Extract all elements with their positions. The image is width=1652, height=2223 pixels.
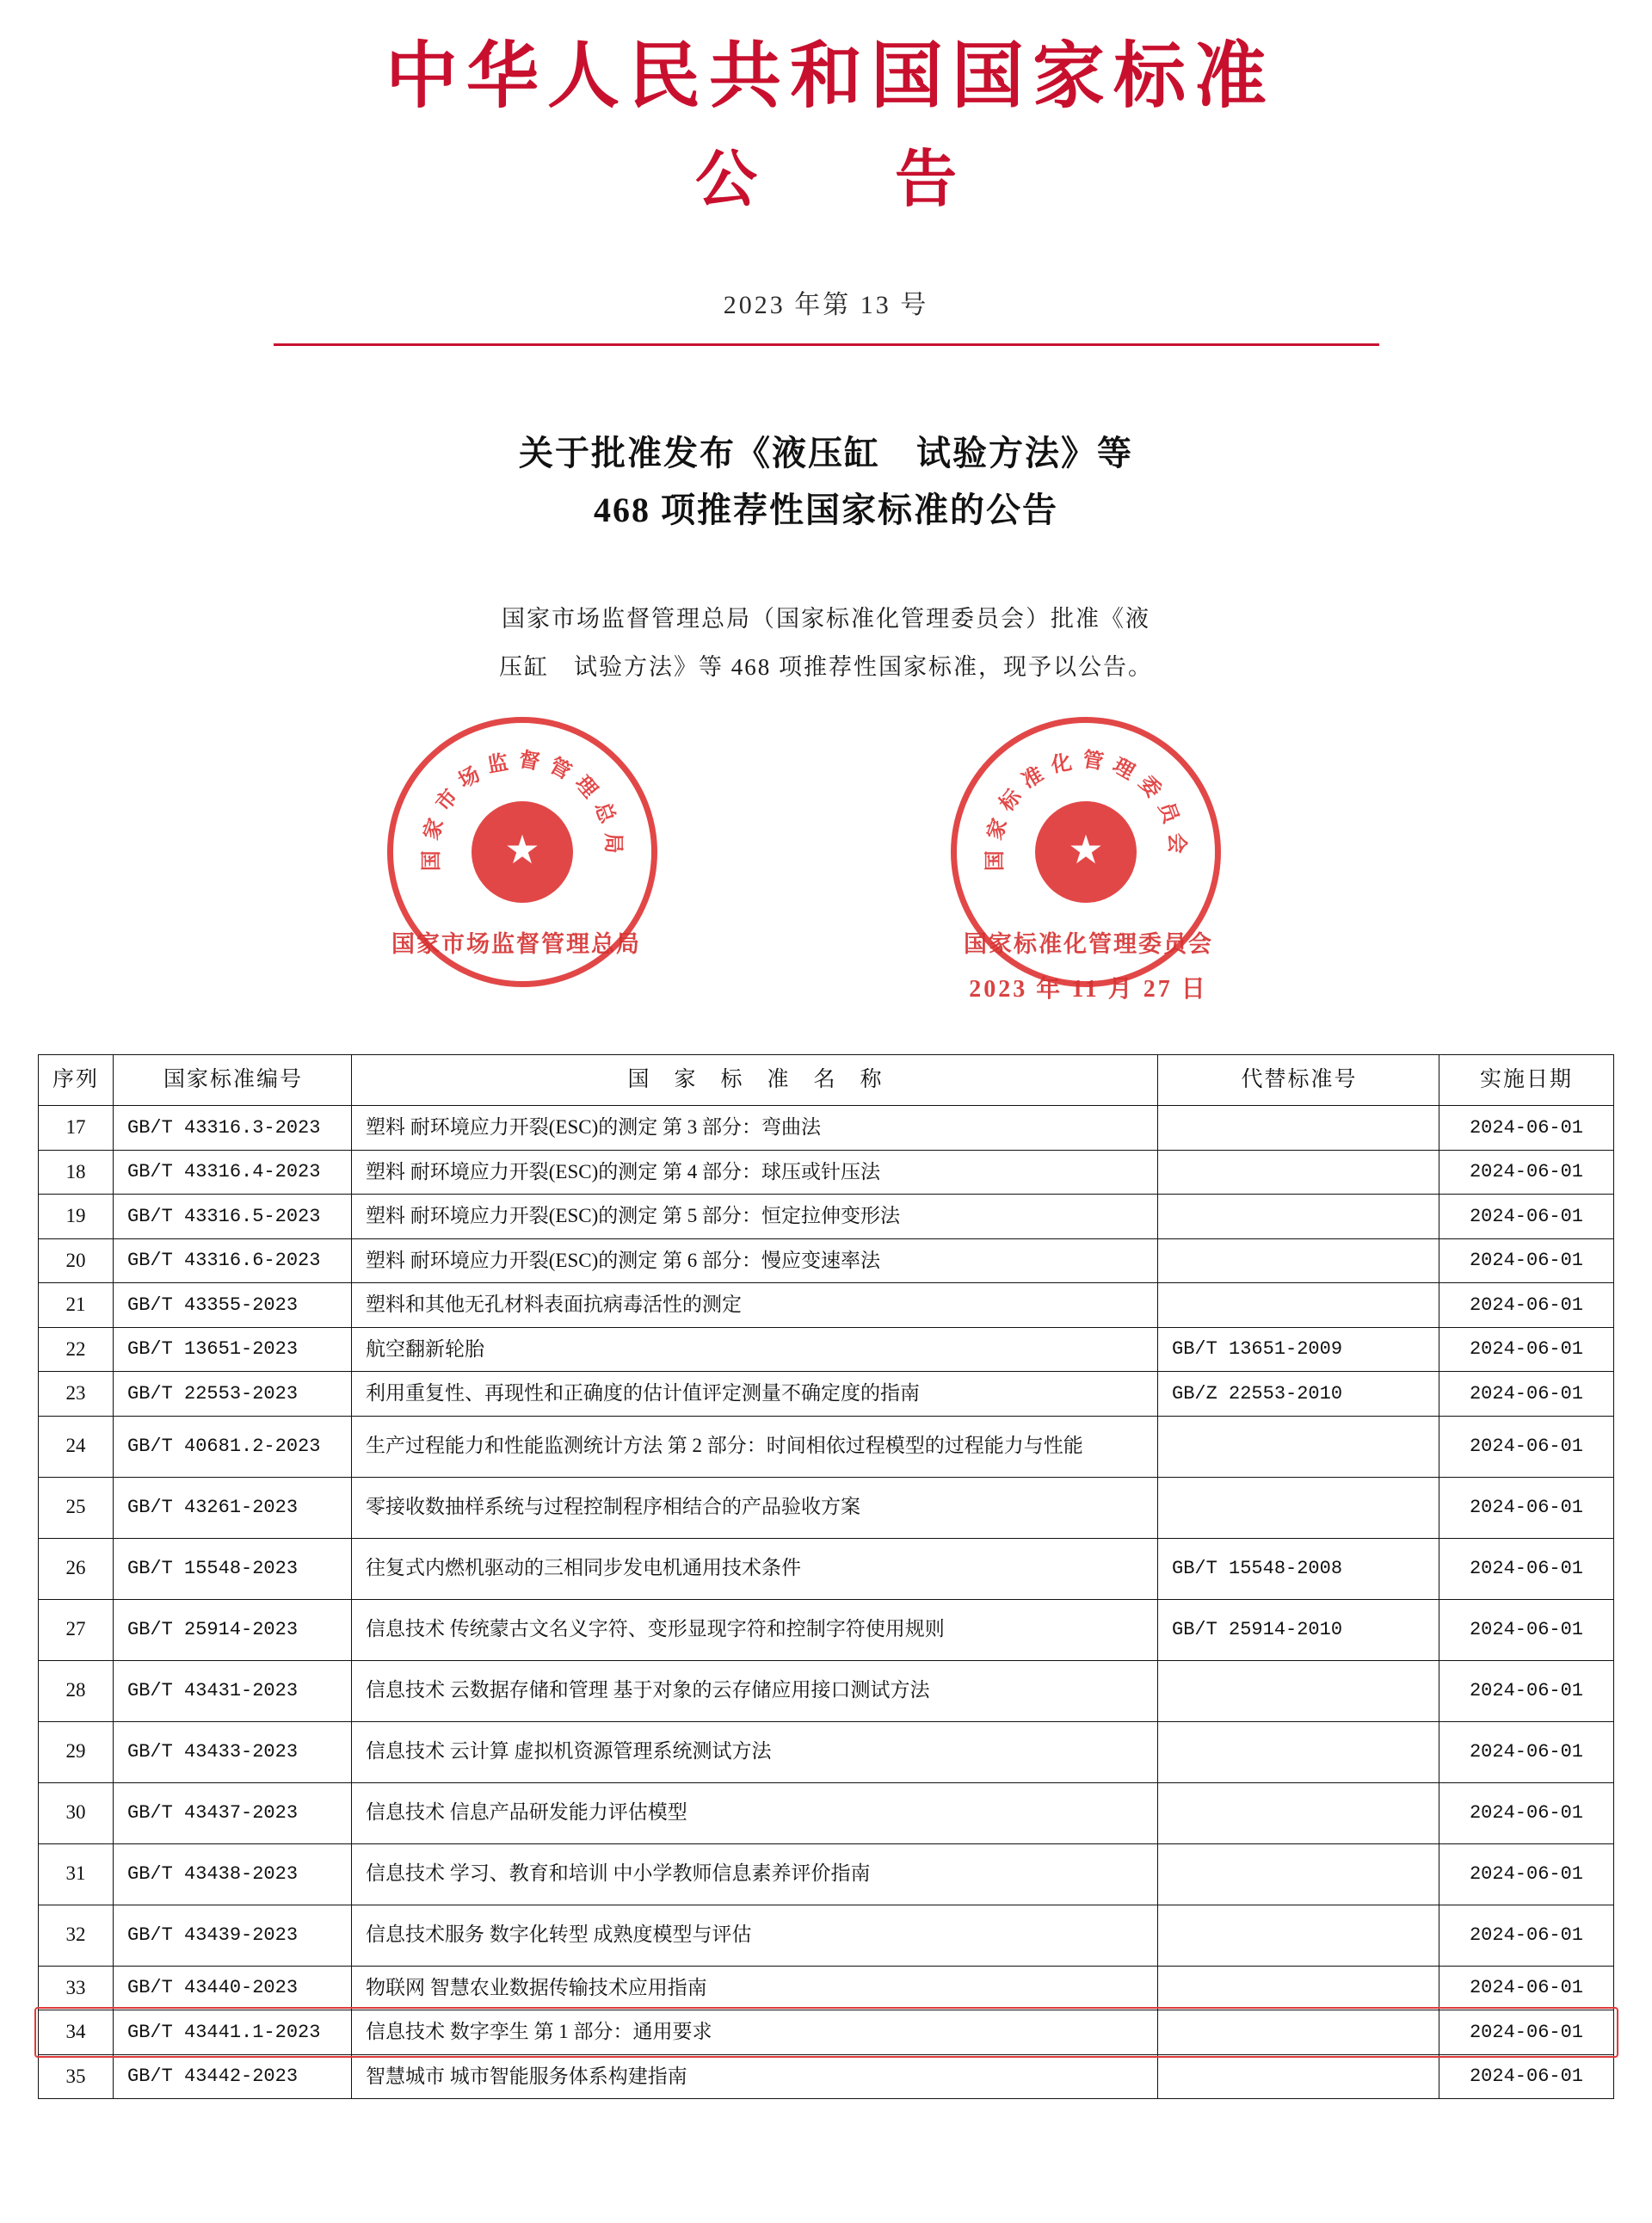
seal-caption-right: 国家标准化管理委员会 (964, 931, 1213, 958)
cell-effective-date: 2024-06-01 (1439, 1905, 1614, 1966)
cell-seq: 24 (39, 1416, 114, 1477)
document-header (0, 0, 1652, 346)
table-row (39, 1238, 1614, 1283)
cell-replaced-code: GB/T 15548-2008 (1158, 1538, 1439, 1599)
cell-replaced-code (1158, 1106, 1439, 1151)
cell-seq: 29 (39, 1721, 114, 1782)
cell-effective-date: 2024-06-01 (1439, 1660, 1614, 1721)
cell-seq: 35 (39, 2054, 114, 2099)
cell-standard-name: 物联网 智慧农业数据传输技术应用指南 (352, 1966, 1158, 2010)
cell-replaced-code (1158, 1905, 1439, 1966)
cell-seq: 21 (39, 1283, 114, 1328)
table-row (39, 1106, 1614, 1151)
cell-standard-name: 航空翻新轮胎 (352, 1327, 1158, 1372)
cell-effective-date: 2024-06-01 (1439, 1843, 1614, 1905)
table-row (39, 1966, 1614, 2010)
announcement-title (0, 425, 1652, 539)
cell-standard-name: 塑料和其他无孔材料表面抗病毒活性的测定 (352, 1283, 1158, 1328)
seal-caption-left: 国家市场监督管理总局 (391, 931, 641, 958)
cell-standard-code: GB/T 43316.4-2023 (114, 1150, 352, 1195)
standards-table-wrapper (38, 1054, 1614, 2099)
cell-standard-name: 信息技术 云数据存储和管理 基于对象的云存储应用接口测试方法 (352, 1660, 1158, 1721)
cell-effective-date: 2024-06-01 (1439, 1538, 1614, 1599)
announcement-title-line-2: 468 项推荐性国家标准的公告 (594, 491, 1058, 530)
national-emblem-icon (1035, 801, 1137, 903)
cell-seq: 27 (39, 1599, 114, 1660)
national-emblem-icon (472, 801, 573, 903)
table-row (39, 1283, 1614, 1328)
table-row (39, 1599, 1614, 1660)
cell-standard-name: 利用重复性、再现性和正确度的估计值评定测量不确定度的指南 (352, 1372, 1158, 1417)
cell-standard-code: GB/T 43437-2023 (114, 1782, 352, 1843)
cell-standard-code: GB/T 43433-2023 (114, 1721, 352, 1782)
cell-replaced-code (1158, 2010, 1439, 2055)
cell-seq: 25 (39, 1477, 114, 1538)
cell-replaced-code (1158, 1966, 1439, 2010)
cell-effective-date: 2024-06-01 (1439, 1372, 1614, 1417)
cell-standard-code: GB/T 43316.3-2023 (114, 1106, 352, 1151)
cell-effective-date: 2024-06-01 (1439, 2054, 1614, 2099)
table-row (39, 1195, 1614, 1239)
cell-standard-name: 塑料 耐环境应力开裂(ESC)的测定 第 5 部分：恒定拉伸变形法 (352, 1195, 1158, 1239)
cell-effective-date: 2024-06-01 (1439, 1238, 1614, 1283)
table-row (39, 1327, 1614, 1372)
cell-replaced-code (1158, 1416, 1439, 1477)
cell-seq: 18 (39, 1150, 114, 1195)
cell-replaced-code: GB/T 25914-2010 (1158, 1599, 1439, 1660)
table-row (39, 1843, 1614, 1905)
standards-table (38, 1054, 1614, 2099)
announcement-body-line-1: 国家市场监督管理总局（国家标准化管理委员会）批准《液 (502, 606, 1150, 633)
cell-seq: 20 (39, 1238, 114, 1283)
cell-standard-code: GB/T 43316.6-2023 (114, 1238, 352, 1283)
table-row (39, 1150, 1614, 1195)
table-row (39, 1477, 1614, 1538)
cell-standard-name: 生产过程能力和性能监测统计方法 第 2 部分：时间相依过程模型的过程能力与性能 (352, 1416, 1158, 1477)
cell-replaced-code (1158, 1721, 1439, 1782)
cell-replaced-code (1158, 1782, 1439, 1843)
cell-standard-name: 塑料 耐环境应力开裂(ESC)的测定 第 6 部分：慢应变速率法 (352, 1238, 1158, 1283)
cell-seq: 17 (39, 1106, 114, 1151)
cell-standard-name: 塑料 耐环境应力开裂(ESC)的测定 第 4 部分：球压或针压法 (352, 1150, 1158, 1195)
cell-standard-name: 信息技术 信息产品研发能力评估模型 (352, 1782, 1158, 1843)
cell-replaced-code: GB/T 13651-2009 (1158, 1327, 1439, 1372)
table-row (39, 2054, 1614, 2099)
cell-seq: 33 (39, 1966, 114, 2010)
seals-area (0, 710, 1652, 1003)
cell-replaced-code (1158, 1660, 1439, 1721)
column-header-code: 国家标准编号 (114, 1055, 352, 1106)
cell-effective-date: 2024-06-01 (1439, 2010, 1614, 2055)
cell-standard-code: GB/T 22553-2023 (114, 1372, 352, 1417)
cell-seq: 34 (39, 2010, 114, 2055)
column-header-name: 国 家 标 准 名 称 (352, 1055, 1158, 1106)
cell-standard-code: GB/T 40681.2-2023 (114, 1416, 352, 1477)
cell-effective-date: 2024-06-01 (1439, 1283, 1614, 1328)
cell-seq: 26 (39, 1538, 114, 1599)
cell-replaced-code (1158, 1843, 1439, 1905)
cell-standard-name: 零接收数抽样系统与过程控制程序相结合的产品验收方案 (352, 1477, 1158, 1538)
seal-date: 2023 年 11 月 27 日 (969, 976, 1208, 1003)
cell-replaced-code (1158, 1283, 1439, 1328)
page-subtitle: 公 告 (694, 145, 995, 215)
cell-effective-date: 2024-06-01 (1439, 1195, 1614, 1239)
cell-effective-date: 2024-06-01 (1439, 1599, 1614, 1660)
seal-ring-text-right: 国 家 标 准 化 管 理 委 员 会 (983, 748, 1188, 872)
cell-effective-date: 2024-06-01 (1439, 1721, 1614, 1782)
cell-seq: 31 (39, 1843, 114, 1905)
announcement-body (305, 596, 1347, 691)
cell-standard-code: GB/T 43438-2023 (114, 1843, 352, 1905)
cell-standard-code: GB/T 43316.5-2023 (114, 1195, 352, 1239)
cell-standard-code: GB/T 43431-2023 (114, 1660, 352, 1721)
cell-standard-code: GB/T 15548-2023 (114, 1538, 352, 1599)
table-row (39, 2010, 1614, 2055)
cell-effective-date: 2024-06-01 (1439, 1416, 1614, 1477)
announcement-title-line-1: 关于批准发布《液压缸 试验方法》等 (519, 434, 1133, 473)
cell-standard-name: 塑料 耐环境应力开裂(ESC)的测定 第 3 部分：弯曲法 (352, 1106, 1158, 1151)
cell-effective-date: 2024-06-01 (1439, 1327, 1614, 1372)
cell-replaced-code: GB/Z 22553-2010 (1158, 1372, 1439, 1417)
cell-replaced-code (1158, 1238, 1439, 1283)
cell-effective-date: 2024-06-01 (1439, 1477, 1614, 1538)
cell-replaced-code (1158, 2054, 1439, 2099)
cell-standard-code: GB/T 43440-2023 (114, 1966, 352, 2010)
seal-ring-text-left: 国 家 市 场 监 督 管 理 总 局 (420, 748, 625, 872)
cell-standard-name: 信息技术 数字孪生 第 1 部分：通用要求 (352, 2010, 1158, 2055)
cell-standard-name: 信息技术 云计算 虚拟机资源管理系统测试方法 (352, 1721, 1158, 1782)
page-title: 中华人民共和国国家标准 (385, 37, 1275, 117)
cell-standard-code: GB/T 43442-2023 (114, 2054, 352, 2099)
cell-standard-code: GB/T 43439-2023 (114, 1905, 352, 1966)
cell-effective-date: 2024-06-01 (1439, 1150, 1614, 1195)
cell-seq: 28 (39, 1660, 114, 1721)
table-row (39, 1782, 1614, 1843)
cell-standard-code: GB/T 25914-2023 (114, 1599, 352, 1660)
table-head (39, 1055, 1614, 1106)
cell-standard-name: 智慧城市 城市智能服务体系构建指南 (352, 2054, 1158, 2099)
table-row (39, 1538, 1614, 1599)
table-header-row (39, 1055, 1614, 1106)
column-header-date: 实施日期 (1439, 1055, 1614, 1106)
cell-replaced-code (1158, 1150, 1439, 1195)
cell-seq: 23 (39, 1372, 114, 1417)
table-row (39, 1660, 1614, 1721)
cell-standard-code: GB/T 43355-2023 (114, 1283, 352, 1328)
cell-effective-date: 2024-06-01 (1439, 1966, 1614, 2010)
cell-standard-code: GB/T 43441.1-2023 (114, 2010, 352, 2055)
cell-replaced-code (1158, 1195, 1439, 1239)
cell-seq: 30 (39, 1782, 114, 1843)
issue-number: 2023 年第 13 号 (723, 291, 929, 320)
cell-seq: 32 (39, 1905, 114, 1966)
cell-standard-code: GB/T 43261-2023 (114, 1477, 352, 1538)
cell-seq: 19 (39, 1195, 114, 1239)
cell-effective-date: 2024-06-01 (1439, 1782, 1614, 1843)
cell-standard-code: GB/T 13651-2023 (114, 1327, 352, 1372)
cell-standard-name: 信息技术 学习、教育和培训 中小学教师信息素养评价指南 (352, 1843, 1158, 1905)
cell-standard-name: 信息技术服务 数字化转型 成熟度模型与评估 (352, 1905, 1158, 1966)
column-header-seq: 序列 (39, 1055, 114, 1106)
table-row (39, 1416, 1614, 1477)
cell-seq: 22 (39, 1327, 114, 1372)
cell-standard-name: 往复式内燃机驱动的三相同步发电机通用技术条件 (352, 1538, 1158, 1599)
cell-standard-name: 信息技术 传统蒙古文名义字符、变形显现字符和控制字符使用规则 (352, 1599, 1158, 1660)
announcement-body-line-2: 压缸 试验方法》等 468 项推荐性国家标准，现予以公告。 (499, 653, 1153, 680)
table-row (39, 1372, 1614, 1417)
cell-replaced-code (1158, 1477, 1439, 1538)
cell-effective-date: 2024-06-01 (1439, 1106, 1614, 1151)
header-divider (274, 343, 1379, 346)
table-row (39, 1721, 1614, 1782)
table-body (39, 1106, 1614, 2099)
table-row (39, 1905, 1614, 1966)
column-header-replaced: 代替标准号 (1158, 1055, 1439, 1106)
